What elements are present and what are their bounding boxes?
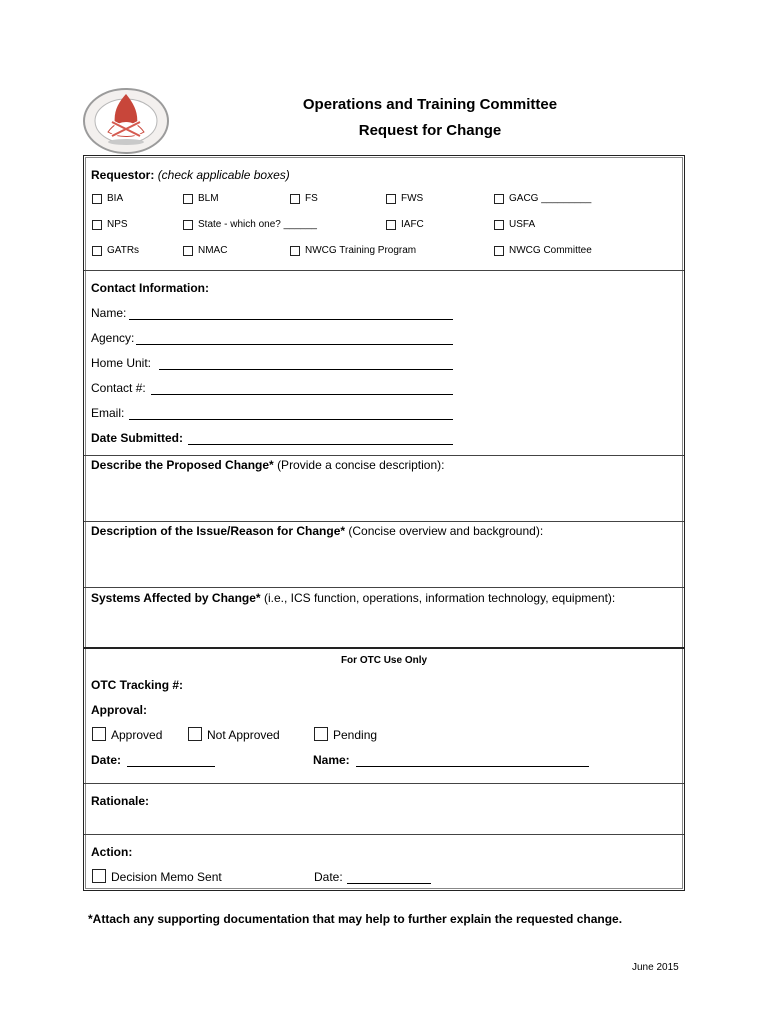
decision-memo-label: Decision Memo Sent	[111, 870, 222, 884]
approval-date-field[interactable]	[127, 766, 215, 767]
option-nwcg-training-label: NWCG Training Program	[305, 245, 417, 256]
checkbox-gatrs[interactable]	[92, 246, 102, 256]
name-label: Name:	[91, 306, 127, 320]
nwcg-logo	[82, 86, 170, 156]
checkbox-usfa[interactable]	[494, 220, 504, 230]
option-nmac-label: NMAC	[198, 245, 228, 256]
pending-label: Pending	[333, 728, 378, 742]
action-label: Action:	[91, 845, 133, 859]
option-gatrs-label: GATRs	[107, 245, 140, 256]
checkbox-decision-memo[interactable]	[92, 869, 106, 883]
checkbox-iafc[interactable]	[386, 220, 396, 230]
option-nwcg-committee-label: NWCG Committee	[509, 245, 592, 256]
issue-area[interactable]	[91, 542, 676, 584]
systems-area[interactable]	[91, 609, 676, 645]
approval-name-field[interactable]	[356, 766, 589, 767]
checkbox-nmac[interactable]	[183, 246, 193, 256]
checkbox-gacg[interactable]	[494, 194, 504, 204]
option-blm-label: BLM	[198, 193, 219, 204]
checkbox-nwcg-committee[interactable]	[494, 246, 504, 256]
checkbox-state[interactable]	[183, 220, 193, 230]
checkbox-pending[interactable]	[314, 727, 328, 741]
divider	[84, 783, 684, 784]
divider-thick	[84, 647, 684, 649]
home-unit-field[interactable]	[159, 369, 453, 370]
option-iafc-label: IAFC	[401, 219, 424, 230]
email-label: Email:	[91, 406, 125, 420]
checkbox-blm[interactable]	[183, 194, 193, 204]
option-nps-label: NPS	[107, 219, 128, 230]
option-usfa-label: USFA	[509, 219, 536, 230]
checkbox-nps[interactable]	[92, 220, 102, 230]
approval-label: Approval:	[91, 703, 148, 717]
action-date-field[interactable]	[347, 883, 431, 884]
systems-heading: Systems Affected by Change* (i.e., ICS function, operations, information technology, equipment):	[91, 591, 616, 605]
proposed-change-area[interactable]	[91, 476, 676, 518]
option-gacg-label: GACG _________	[509, 193, 592, 204]
checkbox-not-approved[interactable]	[188, 727, 202, 741]
option-state-label: State - which one? ______	[198, 219, 317, 230]
home-unit-label: Home Unit:	[91, 356, 152, 370]
divider	[84, 834, 684, 835]
approval-date-label: Date:	[91, 753, 122, 767]
divider	[84, 455, 684, 456]
requestor-heading: Requestor: (check applicable boxes)	[91, 168, 290, 182]
contact-heading: Contact Information:	[91, 281, 209, 295]
not-approved-label: Not Approved	[207, 728, 280, 742]
page-subtitle: Request for Change	[358, 122, 502, 139]
option-bia-label: BIA	[107, 193, 124, 204]
option-fs-label: FS	[305, 193, 318, 204]
checkbox-bia[interactable]	[92, 194, 102, 204]
approved-label: Approved	[111, 728, 163, 742]
checkbox-fs[interactable]	[290, 194, 300, 204]
date-submitted-field[interactable]	[188, 444, 453, 445]
contact-number-field[interactable]	[151, 394, 453, 395]
contact-number-label: Contact #:	[91, 381, 146, 395]
revision-date: June 2015	[632, 962, 679, 973]
agency-field[interactable]	[136, 344, 453, 345]
divider	[84, 587, 684, 588]
proposed-change-heading: Describe the Proposed Change* (Provide a concise description):	[91, 458, 445, 472]
name-field[interactable]	[129, 319, 453, 320]
checkbox-approved[interactable]	[92, 727, 106, 741]
issue-heading: Description of the Issue/Reason for Change* (Concise overview and background):	[91, 524, 544, 538]
divider	[84, 521, 684, 522]
rationale-label: Rationale:	[91, 794, 150, 808]
rationale-area[interactable]	[91, 811, 676, 831]
otc-heading: For OTC Use Only	[340, 655, 428, 666]
agency-label: Agency:	[91, 331, 135, 345]
date-submitted-label: Date Submitted:	[91, 431, 184, 445]
attachment-note: *Attach any supporting documentation that may help to further explain the requested change.	[88, 912, 623, 926]
divider	[84, 270, 684, 271]
option-fws-label: FWS	[401, 193, 424, 204]
checkbox-nwcg-training[interactable]	[290, 246, 300, 256]
page-title: Operations and Training Committee	[302, 96, 558, 113]
request-form	[83, 155, 685, 891]
email-field[interactable]	[129, 419, 453, 420]
approval-name-label: Name:	[313, 753, 350, 767]
checkbox-fws[interactable]	[386, 194, 396, 204]
action-date-label: Date:	[314, 870, 343, 884]
otc-tracking-label: OTC Tracking #:	[91, 678, 184, 692]
